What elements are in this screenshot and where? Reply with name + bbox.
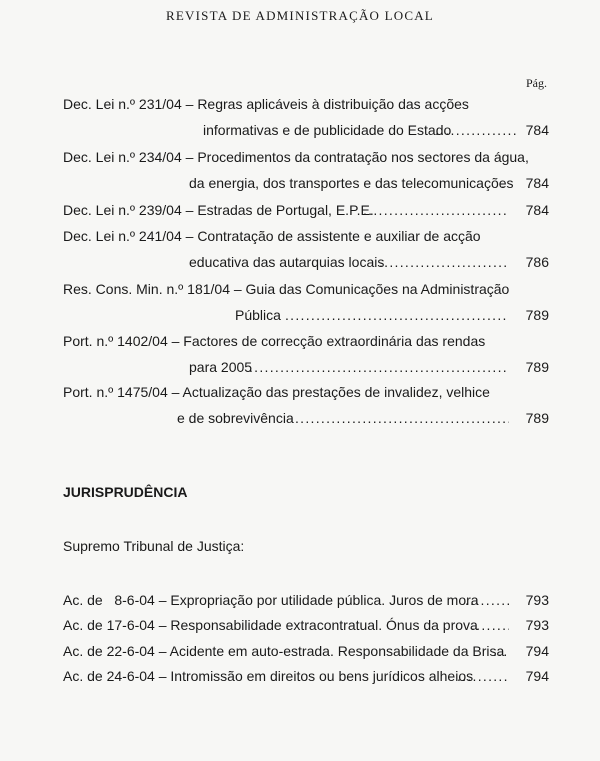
page-number: 794 <box>525 668 549 684</box>
page-number: 793 <box>525 617 549 633</box>
ruling-title: Ac. de 24-6-04 – Intromissão em direitos ou bens jurídicos alheios <box>63 668 474 684</box>
ruling-line <box>63 665 549 687</box>
entry-title: Res. Cons. Min. n.º 181/04 – Guia das Comunicações na Administração <box>63 281 510 297</box>
toc-line <box>63 330 549 352</box>
dot-leader <box>249 356 509 378</box>
entry-title: Port. n.º 1402/04 – Factores de correcção extraordinária das rendas <box>63 333 486 349</box>
dot-leader <box>285 304 509 326</box>
entry-continuation: para 2005 <box>189 359 253 375</box>
page-number: 794 <box>525 643 549 659</box>
entry-title: Dec. Lei n.º 241/04 – Contratação de assistente e auxiliar de acção <box>63 228 481 244</box>
toc-line <box>63 146 549 168</box>
toc-line <box>63 225 549 247</box>
entry-continuation: Pública <box>235 307 281 323</box>
dot-leader <box>493 640 509 662</box>
dot-leader <box>471 614 509 636</box>
running-header: REVISTA DE ADMINISTRAÇÃO LOCAL <box>166 8 434 23</box>
entry-title: Dec. Lei n.º 231/04 – Regras aplicáveis à distribuição das acções <box>63 96 469 112</box>
page-number: 784 <box>525 175 549 191</box>
entry-title: Port. n.º 1475/04 – Actualização das prestações de invalidez, velhice <box>63 384 490 400</box>
dot-leader <box>501 172 511 194</box>
toc-line <box>63 119 549 141</box>
toc-line <box>63 278 549 300</box>
entry-continuation: da energia, dos transportes e das telecomunicações <box>189 175 514 191</box>
page-number: 789 <box>525 307 549 323</box>
section-heading: JURISPRUDÊNCIA <box>63 484 188 500</box>
dot-leader <box>379 251 509 273</box>
entry-continuation: e de sobrevivência <box>177 410 294 426</box>
toc-line <box>63 381 549 403</box>
toc-line <box>63 93 549 115</box>
ruling-line <box>63 589 549 611</box>
toc-line <box>63 356 549 378</box>
toc-line <box>63 172 549 194</box>
toc-line <box>63 407 549 429</box>
ruling-title: Ac. de 22-6-04 – Acidente em auto-estrada. Responsabilidade da Brisa <box>63 643 505 659</box>
page-number: 789 <box>525 359 549 375</box>
dot-leader <box>465 589 509 611</box>
entry-title: Dec. Lei n.º 239/04 – Estradas de Portugal, E.P.E. <box>63 202 374 218</box>
ruling-title: Ac. de 17-6-04 – Responsabilidade extracontratual. Ónus da prova <box>63 617 478 633</box>
page-column-label: Pág. <box>526 76 547 90</box>
ruling-line <box>63 640 549 662</box>
page-number: 789 <box>525 410 549 426</box>
entry-continuation: educativa das autarquias locais <box>189 254 385 270</box>
ruling-line <box>63 614 549 636</box>
court-name: Supremo Tribunal de Justiça: <box>63 538 245 554</box>
dot-leader <box>457 665 509 687</box>
page-number: 784 <box>525 122 549 138</box>
dot-leader <box>295 407 509 429</box>
toc-line <box>63 251 549 273</box>
dot-leader <box>363 199 509 221</box>
toc-line <box>63 304 549 326</box>
toc-line <box>63 199 549 221</box>
entry-title: Dec. Lei n.º 234/04 – Procedimentos da contratação nos sectores da água, <box>63 149 529 165</box>
entry-continuation: informativas e de publicidade do Estado <box>203 122 452 138</box>
page-number: 786 <box>525 254 549 270</box>
ruling-title: Ac. de 8-6-04 – Expropriação por utilidade pública. Juros de mora <box>63 592 479 608</box>
dot-leader <box>435 119 519 141</box>
page-number: 793 <box>525 592 549 608</box>
page-number: 784 <box>525 202 549 218</box>
